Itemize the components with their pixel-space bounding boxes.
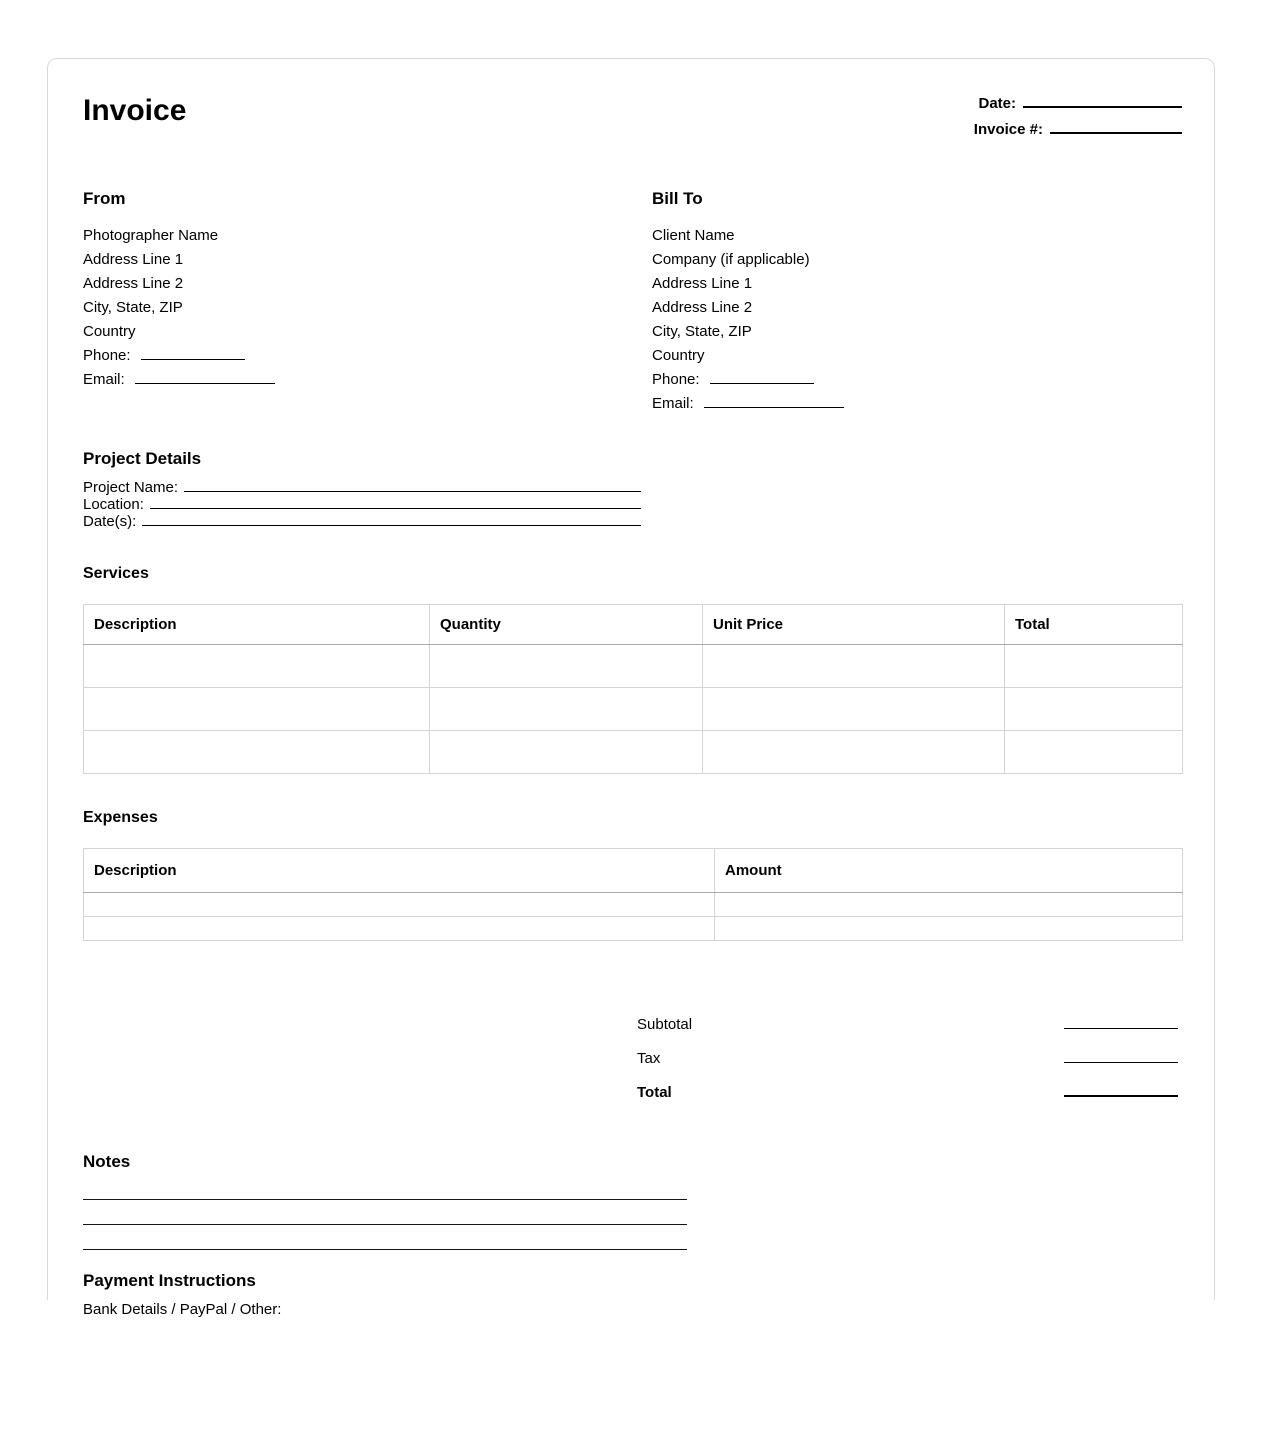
invoice-meta bbox=[974, 95, 1182, 147]
expenses-cell bbox=[84, 917, 715, 941]
notes-section bbox=[83, 1152, 1182, 1250]
tax-blank bbox=[1064, 1050, 1178, 1063]
services-cell bbox=[1005, 688, 1183, 731]
invoice-number-field bbox=[974, 121, 1182, 147]
bill-to-line: Country bbox=[652, 347, 705, 364]
notes-blank-line bbox=[83, 1225, 687, 1250]
location-field bbox=[83, 496, 641, 513]
phone-blank bbox=[141, 348, 245, 360]
subtotal-blank bbox=[1064, 1016, 1178, 1029]
services-cell bbox=[430, 645, 703, 688]
project-details-section bbox=[83, 449, 1182, 530]
invoice-document bbox=[47, 58, 1215, 1318]
services-cell bbox=[703, 731, 1005, 774]
email-label: Email: bbox=[83, 371, 125, 388]
address-columns bbox=[83, 189, 1182, 416]
dates-field bbox=[83, 513, 641, 530]
notes-blank-line bbox=[83, 1200, 687, 1225]
expenses-col-amount: Amount bbox=[715, 849, 1183, 893]
services-cell bbox=[703, 688, 1005, 731]
project-name-blank bbox=[184, 481, 641, 492]
date-blank bbox=[1023, 95, 1182, 108]
date-field bbox=[974, 95, 1182, 121]
total-blank bbox=[1064, 1084, 1178, 1097]
total-row bbox=[83, 1084, 1182, 1118]
bill-to-line: Client Name bbox=[652, 227, 735, 244]
services-col-total: Total bbox=[1005, 605, 1183, 645]
tax-row bbox=[83, 1050, 1182, 1084]
date-label: Date: bbox=[978, 95, 1016, 112]
expenses-row bbox=[84, 917, 1183, 941]
bill-to-phone-field bbox=[652, 368, 1182, 392]
bill-to-line: City, State, ZIP bbox=[652, 323, 752, 340]
from-line: Address Line 2 bbox=[83, 275, 184, 292]
tax-label: Tax bbox=[637, 1050, 661, 1067]
services-col-description: Description bbox=[84, 605, 430, 645]
project-name-label: Project Name: bbox=[83, 479, 179, 496]
bill-to-line: Address Line 1 bbox=[652, 275, 753, 292]
services-section bbox=[83, 565, 1182, 774]
services-col-quantity: Quantity bbox=[430, 605, 703, 645]
payment-instructions-body: Bank Details / PayPal / Other: bbox=[83, 1301, 282, 1318]
payment-instructions-section bbox=[83, 1271, 1182, 1318]
services-cell bbox=[703, 645, 1005, 688]
services-cell bbox=[84, 731, 430, 774]
services-row bbox=[84, 688, 1183, 731]
bill-to-line: Company (if applicable) bbox=[652, 251, 810, 268]
project-details-heading: Project Details bbox=[83, 449, 202, 468]
bill-to-line: Address Line 2 bbox=[652, 299, 753, 316]
bill-to-section bbox=[652, 189, 1182, 416]
expenses-table bbox=[83, 848, 1183, 941]
project-name-field bbox=[83, 479, 641, 496]
bill-to-email-field bbox=[652, 392, 1182, 416]
header bbox=[83, 95, 1182, 147]
services-col-unit-price: Unit Price bbox=[703, 605, 1005, 645]
from-line: Photographer Name bbox=[83, 227, 219, 244]
invoice-number-blank bbox=[1050, 121, 1182, 134]
phone-label: Phone: bbox=[652, 371, 700, 388]
totals-section bbox=[83, 1016, 1182, 1118]
location-label: Location: bbox=[83, 496, 144, 513]
page-title: Invoice bbox=[83, 94, 187, 127]
from-line: City, State, ZIP bbox=[83, 299, 183, 316]
payment-instructions-heading: Payment Instructions bbox=[83, 1271, 256, 1290]
services-cell bbox=[84, 645, 430, 688]
email-label: Email: bbox=[652, 395, 694, 412]
expenses-col-description: Description bbox=[84, 849, 715, 893]
dates-blank bbox=[142, 515, 641, 526]
bill-to-heading: Bill To bbox=[652, 189, 703, 208]
invoice-number-label: Invoice #: bbox=[973, 121, 1043, 138]
services-heading: Services bbox=[83, 565, 149, 582]
expenses-heading: Expenses bbox=[83, 809, 158, 826]
total-label: Total bbox=[637, 1084, 672, 1101]
from-email-field bbox=[83, 368, 652, 392]
phone-label: Phone: bbox=[83, 347, 131, 364]
services-cell bbox=[1005, 731, 1183, 774]
phone-blank bbox=[710, 372, 814, 384]
services-row bbox=[84, 645, 1183, 688]
dates-label: Date(s): bbox=[83, 513, 137, 530]
from-line: Address Line 1 bbox=[83, 251, 184, 268]
expenses-section bbox=[83, 809, 1182, 941]
services-cell bbox=[430, 688, 703, 731]
services-header-row bbox=[84, 605, 1183, 645]
from-heading: From bbox=[83, 189, 126, 208]
services-cell bbox=[1005, 645, 1183, 688]
subtotal-row bbox=[83, 1016, 1182, 1050]
subtotal-label: Subtotal bbox=[637, 1016, 693, 1033]
expenses-cell bbox=[715, 893, 1183, 917]
services-cell bbox=[84, 688, 430, 731]
notes-blank-line bbox=[83, 1175, 687, 1200]
expenses-row bbox=[84, 893, 1183, 917]
notes-heading: Notes bbox=[83, 1152, 131, 1171]
services-table bbox=[83, 604, 1183, 774]
from-line: Country bbox=[83, 323, 136, 340]
from-phone-field bbox=[83, 344, 652, 368]
location-blank bbox=[150, 498, 641, 509]
expenses-header-row bbox=[84, 849, 1183, 893]
from-section bbox=[83, 189, 652, 416]
email-blank bbox=[135, 372, 275, 384]
email-blank bbox=[704, 396, 844, 408]
services-cell bbox=[430, 731, 703, 774]
expenses-cell bbox=[84, 893, 715, 917]
services-row bbox=[84, 731, 1183, 774]
expenses-cell bbox=[715, 917, 1183, 941]
